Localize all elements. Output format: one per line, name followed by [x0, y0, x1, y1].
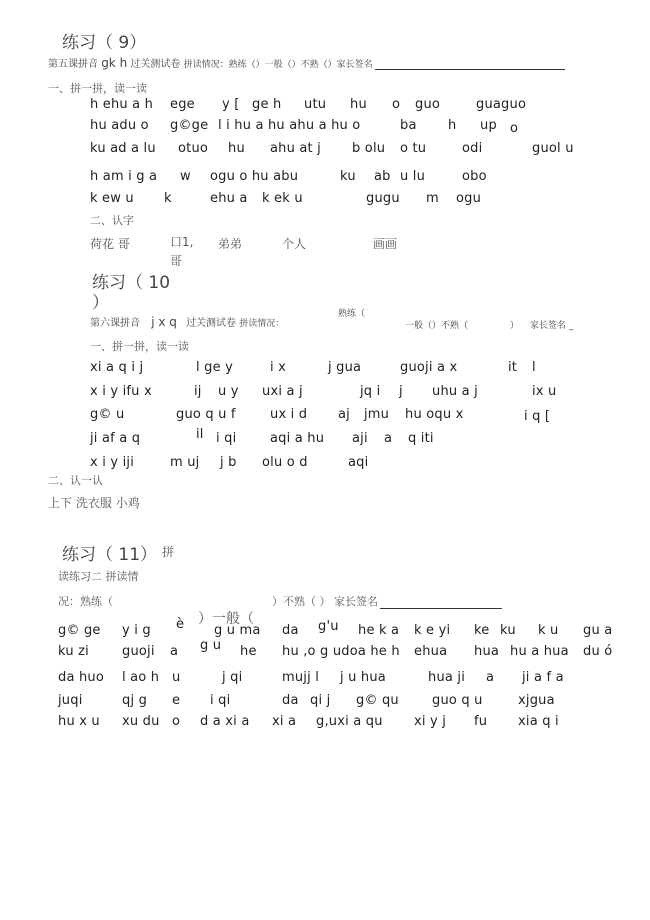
pinyin-cell: he k a [358, 623, 400, 638]
pinyin-cell: xi a [272, 714, 297, 729]
pinyin-cell: i q [ [524, 409, 551, 424]
pinyin-cell: i qi [210, 693, 231, 708]
pinyin-cell: h ehu a h [90, 97, 154, 112]
pinyin-cell: aji [352, 431, 368, 446]
pinyin-cell: guoji a x [400, 360, 458, 375]
exercise-9-section-1: 一、拼一拼，读一读 [48, 82, 147, 95]
pinyin-cell: xia q i [518, 714, 559, 729]
pinyin-cell: d a xi a [200, 714, 250, 729]
header-suffix: 过关测试卷 [130, 59, 181, 70]
pinyin-cell: guo [415, 97, 441, 112]
pinyin-cell: l ao h [122, 670, 160, 685]
header-rest-b: ） [510, 321, 520, 331]
pinyin-cell: k ew u [90, 191, 134, 206]
pinyin-cell: j b [220, 455, 237, 470]
pinyin-cell: hu [350, 97, 367, 112]
header-rest-a: 一般（）不熟（ [405, 321, 469, 331]
pinyin-cell: juqi [58, 693, 83, 708]
char-item: 画画 [373, 237, 398, 251]
header-prefix: 第五课拼音 [48, 59, 98, 70]
exercise-9-section-2: 二、认字 [90, 214, 134, 227]
pinyin-cell: l ge y [196, 360, 234, 375]
pinyin-cell: da [282, 693, 299, 708]
header-rest-c: 家长签名 _ [530, 321, 574, 331]
pinyin-cell: utu [304, 97, 327, 112]
exercise-11-status-a: 况：熟练（ [58, 595, 113, 608]
exercise-10-title: 练习（ 10 [92, 273, 171, 293]
pinyin-cell: guaguo [476, 97, 527, 112]
pinyin-cell: j [399, 384, 403, 399]
header-prefix: 第六课拼音 [90, 318, 140, 329]
pinyin-cell: he [240, 644, 257, 659]
pinyin-cell: obo [462, 169, 487, 184]
pinyin-cell: j u hua [340, 670, 386, 685]
pinyin-cell: l i hu a hu ahu a hu o [218, 118, 361, 133]
status-text: ）不熟（ ） 家长签名 [272, 595, 378, 608]
header-letters: gk h [101, 56, 128, 70]
pinyin-cell: ux i d [270, 407, 308, 422]
pinyin-cell: ku zi [58, 644, 89, 659]
pinyin-cell: hu a hua [510, 644, 569, 659]
pinyin-cell: ahu at j [270, 141, 321, 156]
pinyin-cell: da huo [58, 670, 104, 685]
pinyin-cell: hua ji [428, 670, 466, 685]
exercise-10-section-2: 二、认一认 [48, 474, 103, 487]
pinyin-cell: a [384, 431, 393, 446]
char-item: 弟弟 [218, 237, 243, 251]
exercise-9-header [48, 55, 565, 70]
char-item: 口1, [170, 235, 194, 249]
pinyin-cell: gu a [583, 623, 613, 638]
header-status: 拼读情况： [239, 319, 285, 329]
pinyin-cell: hu ,o g udoa he h [282, 644, 400, 659]
signature-line [380, 598, 502, 609]
pinyin-cell: j gua [328, 360, 362, 375]
pinyin-cell: h [448, 118, 457, 133]
pinyin-cell: k [164, 191, 172, 206]
pinyin-cell: è [176, 617, 185, 632]
pinyin-cell: y i g [122, 623, 151, 638]
pinyin-cell: m uj [170, 455, 200, 470]
pinyin-cell: otuo [178, 141, 209, 156]
pinyin-cell: g'u [318, 619, 339, 634]
pinyin-cell: ogu [456, 191, 482, 206]
pinyin-cell: hu oqu x [405, 407, 464, 422]
pinyin-cell: y [ [222, 97, 240, 112]
pinyin-cell: o tu [400, 141, 427, 156]
pinyin-cell: il [196, 427, 204, 442]
header-shulian: 熟练（ [338, 309, 366, 319]
pinyin-cell: mujj l [282, 670, 320, 685]
pinyin-cell: q iti [408, 431, 434, 446]
pinyin-cell: g© qu [356, 693, 399, 708]
pinyin-cell: g u ma [214, 623, 261, 638]
pinyin-cell: hu adu o [90, 118, 149, 133]
pinyin-cell: a [170, 644, 179, 659]
exercise-10-words: 上下 洗衣服 小鸡 [48, 496, 140, 510]
pinyin-cell: x i y ifu x [90, 384, 152, 399]
pinyin-cell: gugu [366, 191, 400, 206]
pinyin-cell: hu x u [58, 714, 100, 729]
pinyin-cell: l [532, 360, 536, 375]
exercise-9-title: 练习（ 9） [62, 33, 147, 53]
pinyin-cell: guo q u [432, 693, 483, 708]
pinyin-cell: g,uxi a qu [316, 714, 383, 729]
pinyin-cell: odi [462, 141, 483, 156]
pinyin-cell: aqi [348, 455, 369, 470]
pinyin-cell: ku [500, 623, 516, 638]
pinyin-cell: hua [474, 644, 500, 659]
exercise-10-section-1: 一、拼一拼，读一读 [90, 340, 189, 353]
pinyin-cell: jmu [364, 407, 390, 422]
pinyin-cell: ij [194, 384, 202, 399]
pinyin-cell: xi a q i j [90, 360, 144, 375]
pinyin-cell: k u [538, 623, 559, 638]
exercise-11-status-b [272, 593, 502, 609]
exercise-11-title-after: 拼 [162, 545, 175, 559]
pinyin-cell: jq i [360, 384, 381, 399]
char-item: 个人 [282, 237, 307, 251]
pinyin-cell: o [510, 121, 519, 136]
pinyin-cell: i qi [216, 431, 237, 446]
pinyin-cell: ke [474, 623, 490, 638]
pinyin-cell: k e yi [414, 623, 451, 638]
pinyin-cell: m [426, 191, 439, 206]
pinyin-cell: ji a f a [522, 670, 564, 685]
pinyin-cell: ku [340, 169, 356, 184]
pinyin-cell: ba [400, 118, 417, 133]
exercise-11-yiban: ）一般（ [198, 611, 254, 627]
pinyin-cell: u lu [400, 169, 426, 184]
pinyin-cell: k ek u [262, 191, 303, 206]
pinyin-cell: xu du [122, 714, 160, 729]
pinyin-cell: du ó [583, 644, 613, 659]
pinyin-cell: ege [170, 97, 195, 112]
char-item: 哥 [170, 254, 183, 268]
pinyin-cell: hu [228, 141, 245, 156]
pinyin-cell: uhu a j [432, 384, 478, 399]
pinyin-cell: aqi a hu [270, 431, 325, 446]
pinyin-cell: qi j [310, 693, 331, 708]
pinyin-cell: xi y j [414, 714, 447, 729]
pinyin-cell: ehu a [210, 191, 248, 206]
pinyin-cell: u y [218, 384, 239, 399]
pinyin-cell: olu o d [262, 455, 308, 470]
pinyin-cell: g u [200, 638, 222, 653]
pinyin-cell: ogu o hu abu [210, 169, 299, 184]
pinyin-cell: o [172, 714, 181, 729]
header-status: 拼读情况：熟练（）一般（）不熟（）家长签名 [183, 60, 373, 70]
pinyin-cell: guol u [532, 141, 574, 156]
pinyin-cell: o [392, 97, 401, 112]
exercise-10-title-close: ） [92, 293, 109, 313]
signature-line [375, 59, 565, 70]
pinyin-cell: e [172, 693, 181, 708]
pinyin-cell: ix u [532, 384, 557, 399]
exercise-11-title: 练习（ 11） [62, 545, 158, 565]
pinyin-cell: qj g [122, 693, 148, 708]
pinyin-cell: ku ad a lu [90, 141, 156, 156]
pinyin-cell: g© ge [58, 623, 101, 638]
pinyin-cell: b olu [352, 141, 386, 156]
pinyin-cell: aj [338, 407, 350, 422]
pinyin-cell: fu [474, 714, 488, 729]
pinyin-cell: da [282, 623, 299, 638]
pinyin-cell: xjgua [518, 693, 555, 708]
pinyin-cell: x i y iji [90, 455, 135, 470]
pinyin-cell: guo q u f [176, 407, 236, 422]
pinyin-cell: uxi a j [262, 384, 303, 399]
pinyin-cell: a [486, 670, 495, 685]
pinyin-cell: g© u [90, 407, 125, 422]
pinyin-cell: it [508, 360, 518, 375]
pinyin-cell: ji af a q [90, 431, 141, 446]
header-suffix: 过关测试卷 [186, 318, 237, 329]
pinyin-cell: w [180, 169, 191, 184]
pinyin-cell: ge h [252, 97, 282, 112]
pinyin-cell: j qi [222, 670, 243, 685]
pinyin-cell: ehua [414, 644, 448, 659]
pinyin-cell: i x [270, 360, 287, 375]
char-item: 荷花 哥 [90, 237, 130, 251]
exercise-10-header [90, 314, 284, 329]
pinyin-cell: up [480, 118, 497, 133]
pinyin-cell: u [172, 670, 181, 685]
pinyin-cell: ab [374, 169, 391, 184]
pinyin-cell: g©ge [170, 118, 209, 133]
exercise-11-line-2: 读练习二 拼读情 [58, 570, 139, 583]
pinyin-cell: guoji [122, 644, 155, 659]
pinyin-cell: h am i g a [90, 169, 158, 184]
header-letters: j x q [151, 315, 177, 329]
